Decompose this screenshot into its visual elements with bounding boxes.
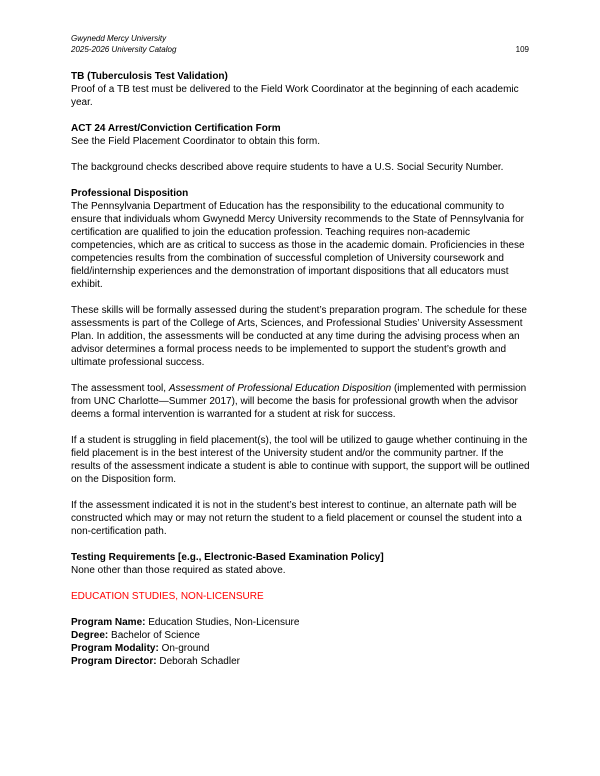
testing-section — [71, 551, 531, 577]
degree-row — [71, 629, 531, 642]
act24-section — [71, 122, 531, 148]
modality-label: Program Modality: — [71, 643, 159, 654]
program-name-value: Education Studies, Non-Licensure — [145, 617, 300, 628]
act24-heading: ACT 24 Arrest/Conviction Certification Form — [71, 123, 281, 134]
disposition-p3-post: (implemented with permission from UNC Charlotte—Summer 2017), will become the basis for professional growth when the advisor deems a formal intervention is warranted for a student at risk for success. — [71, 383, 527, 420]
testing-heading: Testing Requirements [e.g., Electronic-Based Examination Policy] — [71, 552, 384, 563]
disposition-section — [71, 187, 531, 538]
modality-value: On-ground — [158, 643, 210, 654]
background-check-text: The background checks described above require students to have a U.S. Social Security Number. — [71, 162, 504, 173]
running-header — [71, 33, 176, 55]
header-university: Gwynedd Mercy University — [71, 34, 167, 43]
director-row — [71, 655, 531, 668]
disposition-paragraph-2: These skills will be formally assessed during the student’s preparation program. The schedule for these assessments is part of the College of Arts, Sciences, and Professional Studies’ University Assessment Plan. In addition, the assessments will be conducted at any time during the advising process when an advisor determines a formal process needs to be implemented to support the student’s growth and ultimate professional success. — [71, 305, 527, 368]
director-label: Program Director: — [71, 656, 157, 667]
degree-label: Degree: — [71, 630, 109, 641]
disposition-heading: Professional Disposition — [71, 188, 189, 199]
page-content — [71, 70, 531, 668]
program-details — [71, 616, 531, 668]
program-section-title: EDUCATION STUDIES, NON-LICENSURE — [71, 591, 264, 602]
act24-text: See the Field Placement Coordinator to obtain this form. — [71, 136, 321, 147]
testing-text: None other than those required as stated above. — [71, 565, 286, 576]
program-name-row — [71, 616, 531, 629]
header-catalog: 2025-2026 University Catalog — [71, 45, 177, 54]
modality-row — [71, 642, 531, 655]
disposition-paragraph-1: The Pennsylvania Department of Education has the responsibility to the educational community to ensure that individuals whom Gwynedd Mercy University recommends to the State of Pennsylvania for certification are qualified to join the education profession. Teaching requires non-academic competencies, which are as critical to success as those in the academic domain. Proficiencies in these competencies results from the combination of successful completion of University coursework and field/internship experiences and the demonstration of important dispositions that all educators must exhibit. — [71, 201, 525, 290]
program-name-label: Program Name: — [71, 617, 146, 628]
tb-section — [71, 70, 531, 109]
degree-value: Bachelor of Science — [108, 630, 200, 641]
disposition-paragraph-4: If a student is struggling in field placement(s), the tool will be utilized to gauge whether continuing in the field placement is in the best interest of the University student and/or the community partner. If the results of the assessment indicate a student is able to continue with support, the support will be outlined on the Disposition form. — [71, 435, 530, 485]
page-number: 109 — [515, 45, 529, 54]
tb-text: Proof of a TB test must be delivered to the Field Work Coordinator at the beginning of each academic year. — [71, 84, 519, 108]
disposition-p3-pre: The assessment tool, — [71, 383, 169, 394]
assessment-tool-title: Assessment of Professional Education Disposition — [168, 383, 392, 394]
disposition-paragraph-3 — [71, 382, 531, 421]
director-value: Deborah Schadler — [156, 656, 240, 667]
disposition-paragraph-5: If the assessment indicated it is not in the student’s best interest to continue, an alternate path will be constructed which may or may not return the student to a field placement or counsel the student into a non-certification path. — [71, 500, 522, 537]
tb-heading: TB (Tuberculosis Test Validation) — [71, 71, 228, 82]
